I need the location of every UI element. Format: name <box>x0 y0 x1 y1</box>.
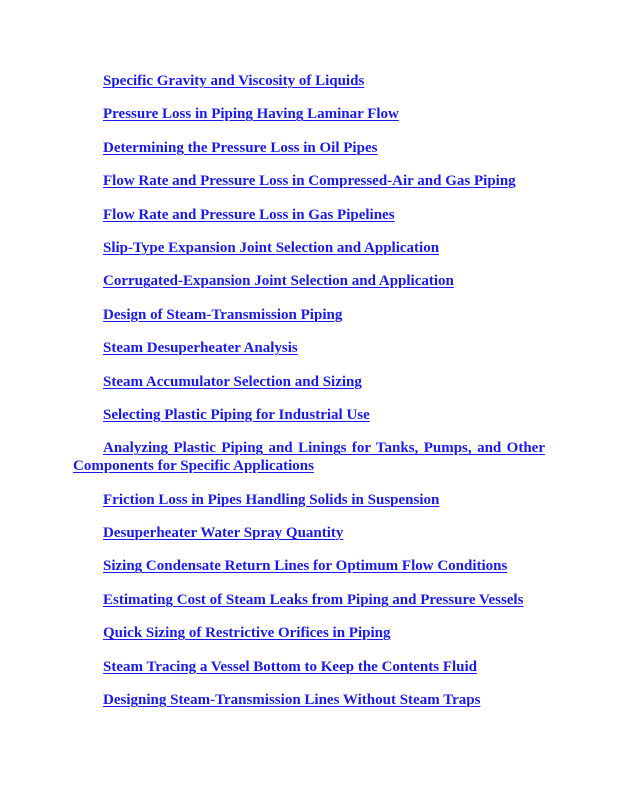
toc-entry <box>73 491 545 509</box>
link-desuperheater-water-spray[interactable]: Desuperheater Water Spray Quantity <box>103 525 344 542</box>
toc-entry <box>73 172 545 190</box>
link-plastic-piping-industrial[interactable]: Selecting Plastic Piping for Industrial Use <box>103 406 370 423</box>
toc-entry <box>73 72 545 90</box>
table-of-contents <box>73 72 545 724</box>
link-steam-transmission-piping[interactable]: Design of Steam-Transmission Piping <box>103 306 343 323</box>
link-restrictive-orifices[interactable]: Quick Sizing of Restrictive Orifices in Piping <box>103 625 391 642</box>
toc-entry <box>73 139 545 157</box>
toc-entry <box>73 206 545 224</box>
link-steam-tracing-vessel[interactable]: Steam Tracing a Vessel Bottom to Keep the Contents Fluid <box>103 658 478 675</box>
toc-entry <box>73 591 545 609</box>
link-steam-accumulator-sizing[interactable]: Steam Accumulator Selection and Sizing <box>103 373 362 390</box>
link-corrugated-expansion-joint[interactable]: Corrugated-Expansion Joint Selection and Application <box>103 273 454 290</box>
toc-entry <box>73 524 545 542</box>
link-friction-loss-solids[interactable]: Friction Loss in Pipes Handling Solids in Suspension <box>103 491 440 508</box>
toc-entry <box>73 406 545 424</box>
link-steam-leaks-cost[interactable]: Estimating Cost of Steam Leaks from Piping and Pressure Vessels <box>103 591 524 608</box>
link-condensate-return-lines[interactable]: Sizing Condensate Return Lines for Optimum Flow Conditions <box>103 558 508 575</box>
toc-entry <box>73 691 545 709</box>
link-specific-gravity-viscosity[interactable]: Specific Gravity and Viscosity of Liquids <box>103 73 365 89</box>
toc-entry <box>73 624 545 642</box>
link-pressure-loss-laminar-flow[interactable]: Pressure Loss in Piping Having Laminar Flow <box>103 106 399 123</box>
link-pressure-loss-oil-pipes[interactable]: Determining the Pressure Loss in Oil Pipes <box>103 139 378 156</box>
link-plastic-piping-linings[interactable]: Analyzing Plastic Piping and Linings for Tanks, Pumps, and Other Components for Specific Applications <box>73 440 545 475</box>
toc-entry <box>73 306 545 324</box>
link-steam-lines-without-traps[interactable]: Designing Steam-Transmission Lines Without Steam Traps <box>103 692 481 709</box>
toc-entry <box>73 373 545 391</box>
link-compressed-air-gas-piping[interactable]: Flow Rate and Pressure Loss in Compressed-Air and Gas Piping <box>103 173 516 190</box>
link-steam-desuperheater-analysis[interactable]: Steam Desuperheater Analysis <box>103 340 298 357</box>
toc-entry <box>73 239 545 257</box>
toc-entry <box>73 105 545 123</box>
toc-entry <box>73 439 545 475</box>
link-gas-pipelines[interactable]: Flow Rate and Pressure Loss in Gas Pipelines <box>103 206 395 223</box>
link-slip-type-expansion-joint[interactable]: Slip-Type Expansion Joint Selection and Application <box>103 239 440 256</box>
toc-entry <box>73 658 545 676</box>
toc-entry <box>73 272 545 290</box>
toc-entry <box>73 339 545 357</box>
toc-entry <box>73 557 545 575</box>
